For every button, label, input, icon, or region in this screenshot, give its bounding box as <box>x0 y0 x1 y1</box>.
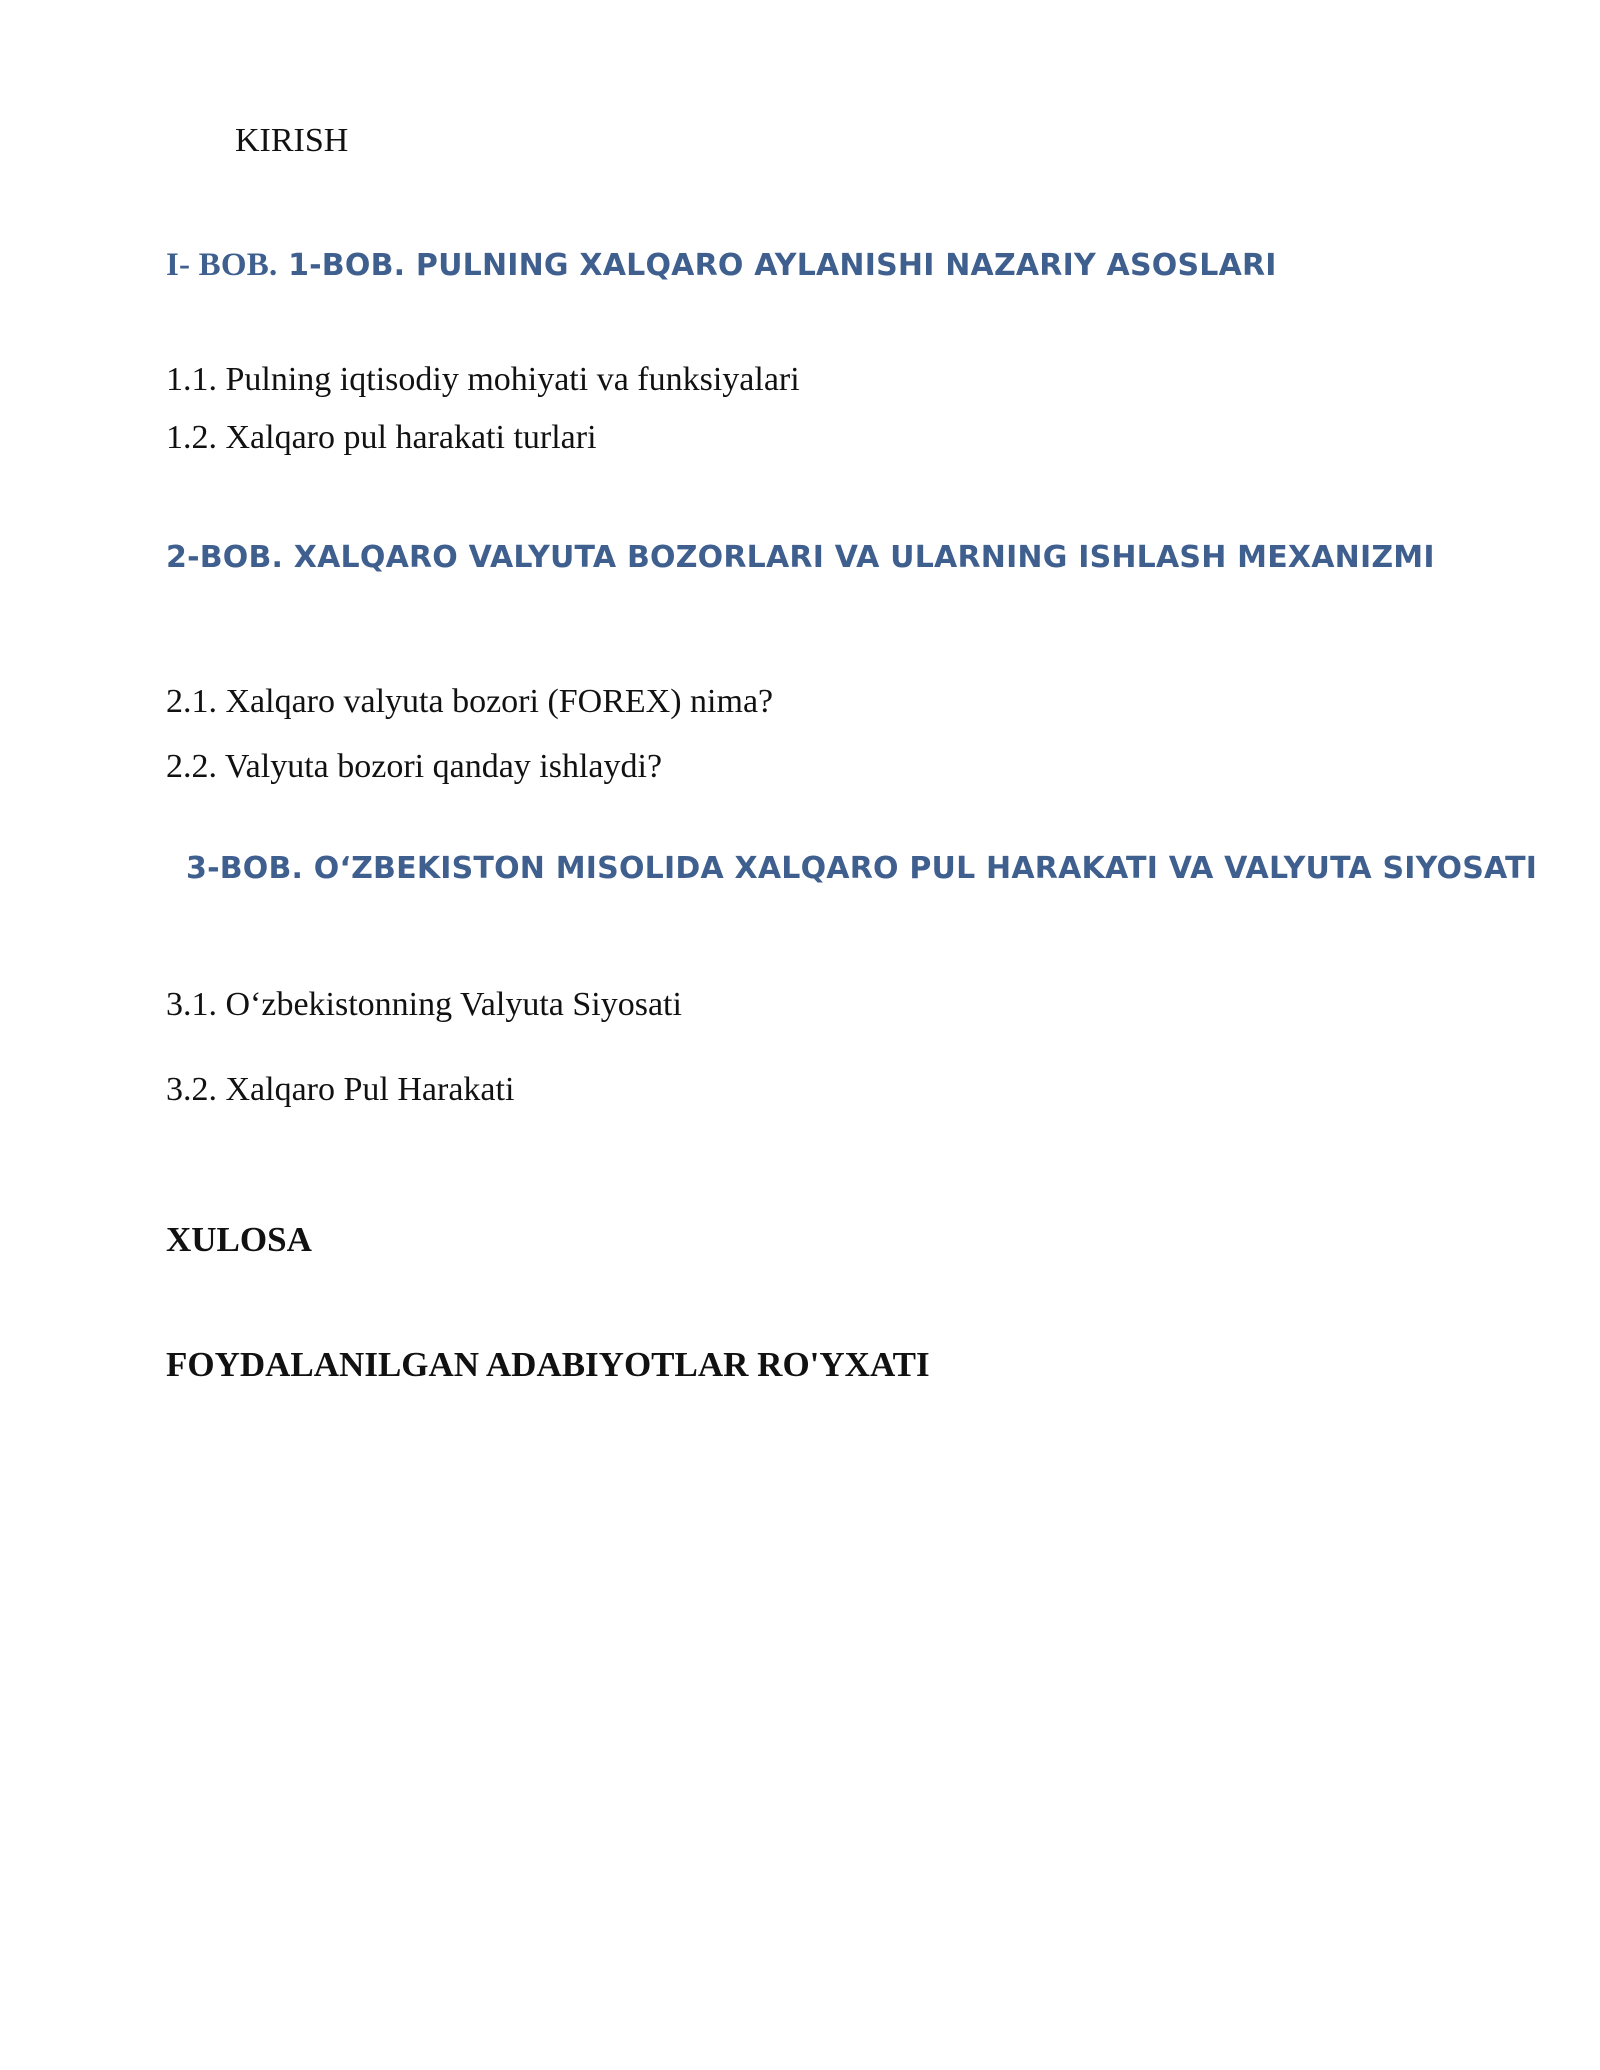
section-1-1: 1.1. Pulning iqtisodiy mohiyati va funksiyalari <box>166 361 800 398</box>
references-heading: FOYDALANILGAN ADABIYOTLAR RO'YXATI <box>166 1345 930 1384</box>
intro-heading: KIRISH <box>235 122 349 159</box>
chapter3-heading: 3-BOB. O‘ZBEKISTON MISOLIDA XALQARO PUL HARAKATI VA VALYUTA SIYOSATI <box>186 851 1538 886</box>
conclusion-heading: XULOSA <box>166 1220 312 1259</box>
section-1-2: 1.2. Xalqaro pul harakati turlari <box>166 419 597 456</box>
chapter1-prefix: I- BOB. <box>166 247 278 283</box>
chapter1-title: 1-BOB. PULNING XALQARO AYLANISHI NAZARIY ASOSLARI <box>288 248 1277 283</box>
section-3-1: 3.1. O‘zbekistonning Valyuta Siyosati <box>166 986 682 1023</box>
section-3-2: 3.2. Xalqaro Pul Harakati <box>166 1071 515 1108</box>
chapter2-heading: 2-BOB. XALQARO VALYUTA BOZORLARI VA ULARNING ISHLASH MEXANIZMI <box>166 540 1435 575</box>
chapter1-heading <box>166 249 1277 282</box>
section-2-2: 2.2. Valyuta bozori qanday ishlaydi? <box>166 748 663 785</box>
section-2-1: 2.1. Xalqaro valyuta bozori (FOREX) nima? <box>166 683 774 720</box>
